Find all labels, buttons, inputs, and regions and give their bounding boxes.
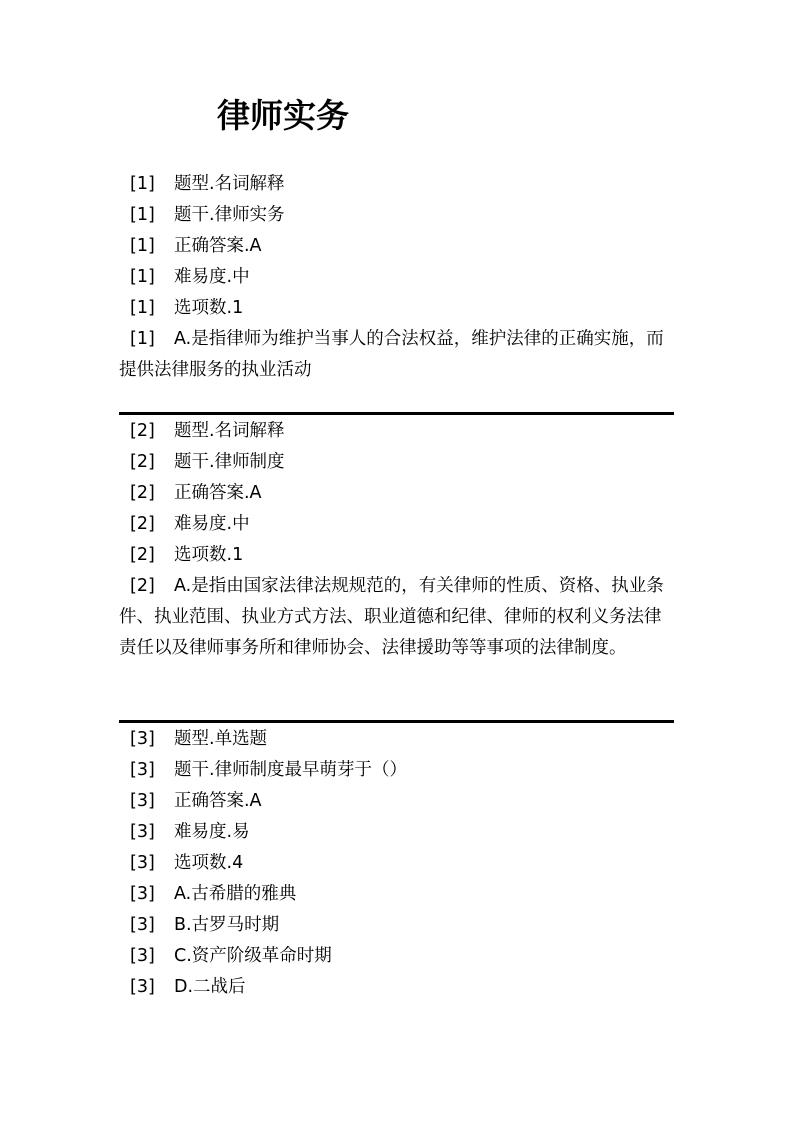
question-number: [1]: [130, 174, 155, 194]
question-stem-line: [119, 447, 674, 478]
question-number: [3]: [130, 884, 155, 904]
question-option-count-line: [119, 293, 674, 324]
question-option-count: 选项数.1: [174, 545, 244, 565]
question-option-line: [119, 972, 674, 1003]
question-stem: 题干.律师实务: [174, 205, 285, 225]
question-number: [3]: [130, 853, 155, 873]
question-number: [2]: [130, 483, 155, 503]
question-stem-line: [119, 755, 674, 786]
question-number: [2]: [130, 514, 155, 534]
question-option-paragraph: [119, 324, 667, 386]
question-answer-line: [119, 786, 674, 817]
question-type: 题型.单选题: [174, 729, 268, 749]
document-title: 律师实务: [217, 96, 349, 135]
question-stem: 题干.律师制度: [174, 452, 285, 472]
question-type-line: [119, 169, 674, 200]
question-option-count: 选项数.1: [174, 298, 244, 318]
question-answer: 正确答案.A: [174, 483, 262, 503]
question-option-text: A.是指律师为维护当事人的合法权益，维护法律的正确实施，而提供法律服务的执业活动: [119, 329, 664, 380]
separator-rule-2: [119, 720, 674, 723]
question-number: [3]: [130, 822, 155, 842]
question-option-text: A.是指由国家法律法规规范的，有关律师的性质、资格、执业条件、执业范围、执业方式方法、职业道德和纪律、律师的权利义务法律责任以及律师事务所和律师协会、法律援助等等事项的法律制度。: [119, 576, 664, 658]
question-difficulty: 难易度.中: [174, 267, 250, 287]
question-answer: 正确答案.A: [174, 236, 262, 256]
question-difficulty: 难易度.中: [174, 514, 250, 534]
question-number: [2]: [130, 576, 155, 596]
question-answer-line: [119, 231, 674, 262]
question-answer: 正确答案.A: [174, 791, 262, 811]
question-option-count: 选项数.4: [174, 853, 244, 873]
question-option-paragraph: [119, 571, 667, 664]
question-number: [2]: [130, 452, 155, 472]
separator-rule-1: [119, 412, 674, 415]
question-option-count-line: [119, 540, 674, 571]
question-number: [3]: [130, 760, 155, 780]
question-number: [2]: [130, 545, 155, 565]
question-number: [3]: [130, 977, 155, 997]
question-option-count-line: [119, 848, 674, 879]
question-number: [3]: [130, 791, 155, 811]
question-option-line: [119, 941, 674, 972]
question-number: [1]: [130, 267, 155, 287]
question-number: [1]: [130, 298, 155, 318]
question-block-2: [119, 416, 674, 664]
question-number: [3]: [130, 915, 155, 935]
question-number: [1]: [130, 236, 155, 256]
question-difficulty: 难易度.易: [174, 822, 250, 842]
question-option-line: [119, 910, 674, 941]
question-type-line: [119, 724, 674, 755]
question-number: [1]: [130, 329, 155, 349]
question-number: [3]: [130, 729, 155, 749]
question-number: [3]: [130, 946, 155, 966]
question-difficulty-line: [119, 262, 674, 293]
question-type: 题型.名词解释: [174, 421, 285, 441]
question-block-3: [119, 724, 674, 1003]
question-type-line: [119, 416, 674, 447]
question-stem: 题干.律师制度最早萌芽于（）: [174, 760, 408, 780]
question-option-a: A.古希腊的雅典: [174, 884, 297, 904]
question-difficulty-line: [119, 509, 674, 540]
question-type: 题型.名词解释: [174, 174, 285, 194]
question-answer-line: [119, 478, 674, 509]
question-stem-line: [119, 200, 674, 231]
question-option-c: C.资产阶级革命时期: [174, 946, 332, 966]
question-option-line: [119, 879, 674, 910]
question-difficulty-line: [119, 817, 674, 848]
question-block-1: [119, 169, 674, 386]
question-option-b: B.古罗马时期: [174, 915, 280, 935]
question-number: [1]: [130, 205, 155, 225]
question-number: [2]: [130, 421, 155, 441]
question-option-d: D.二战后: [174, 977, 246, 997]
